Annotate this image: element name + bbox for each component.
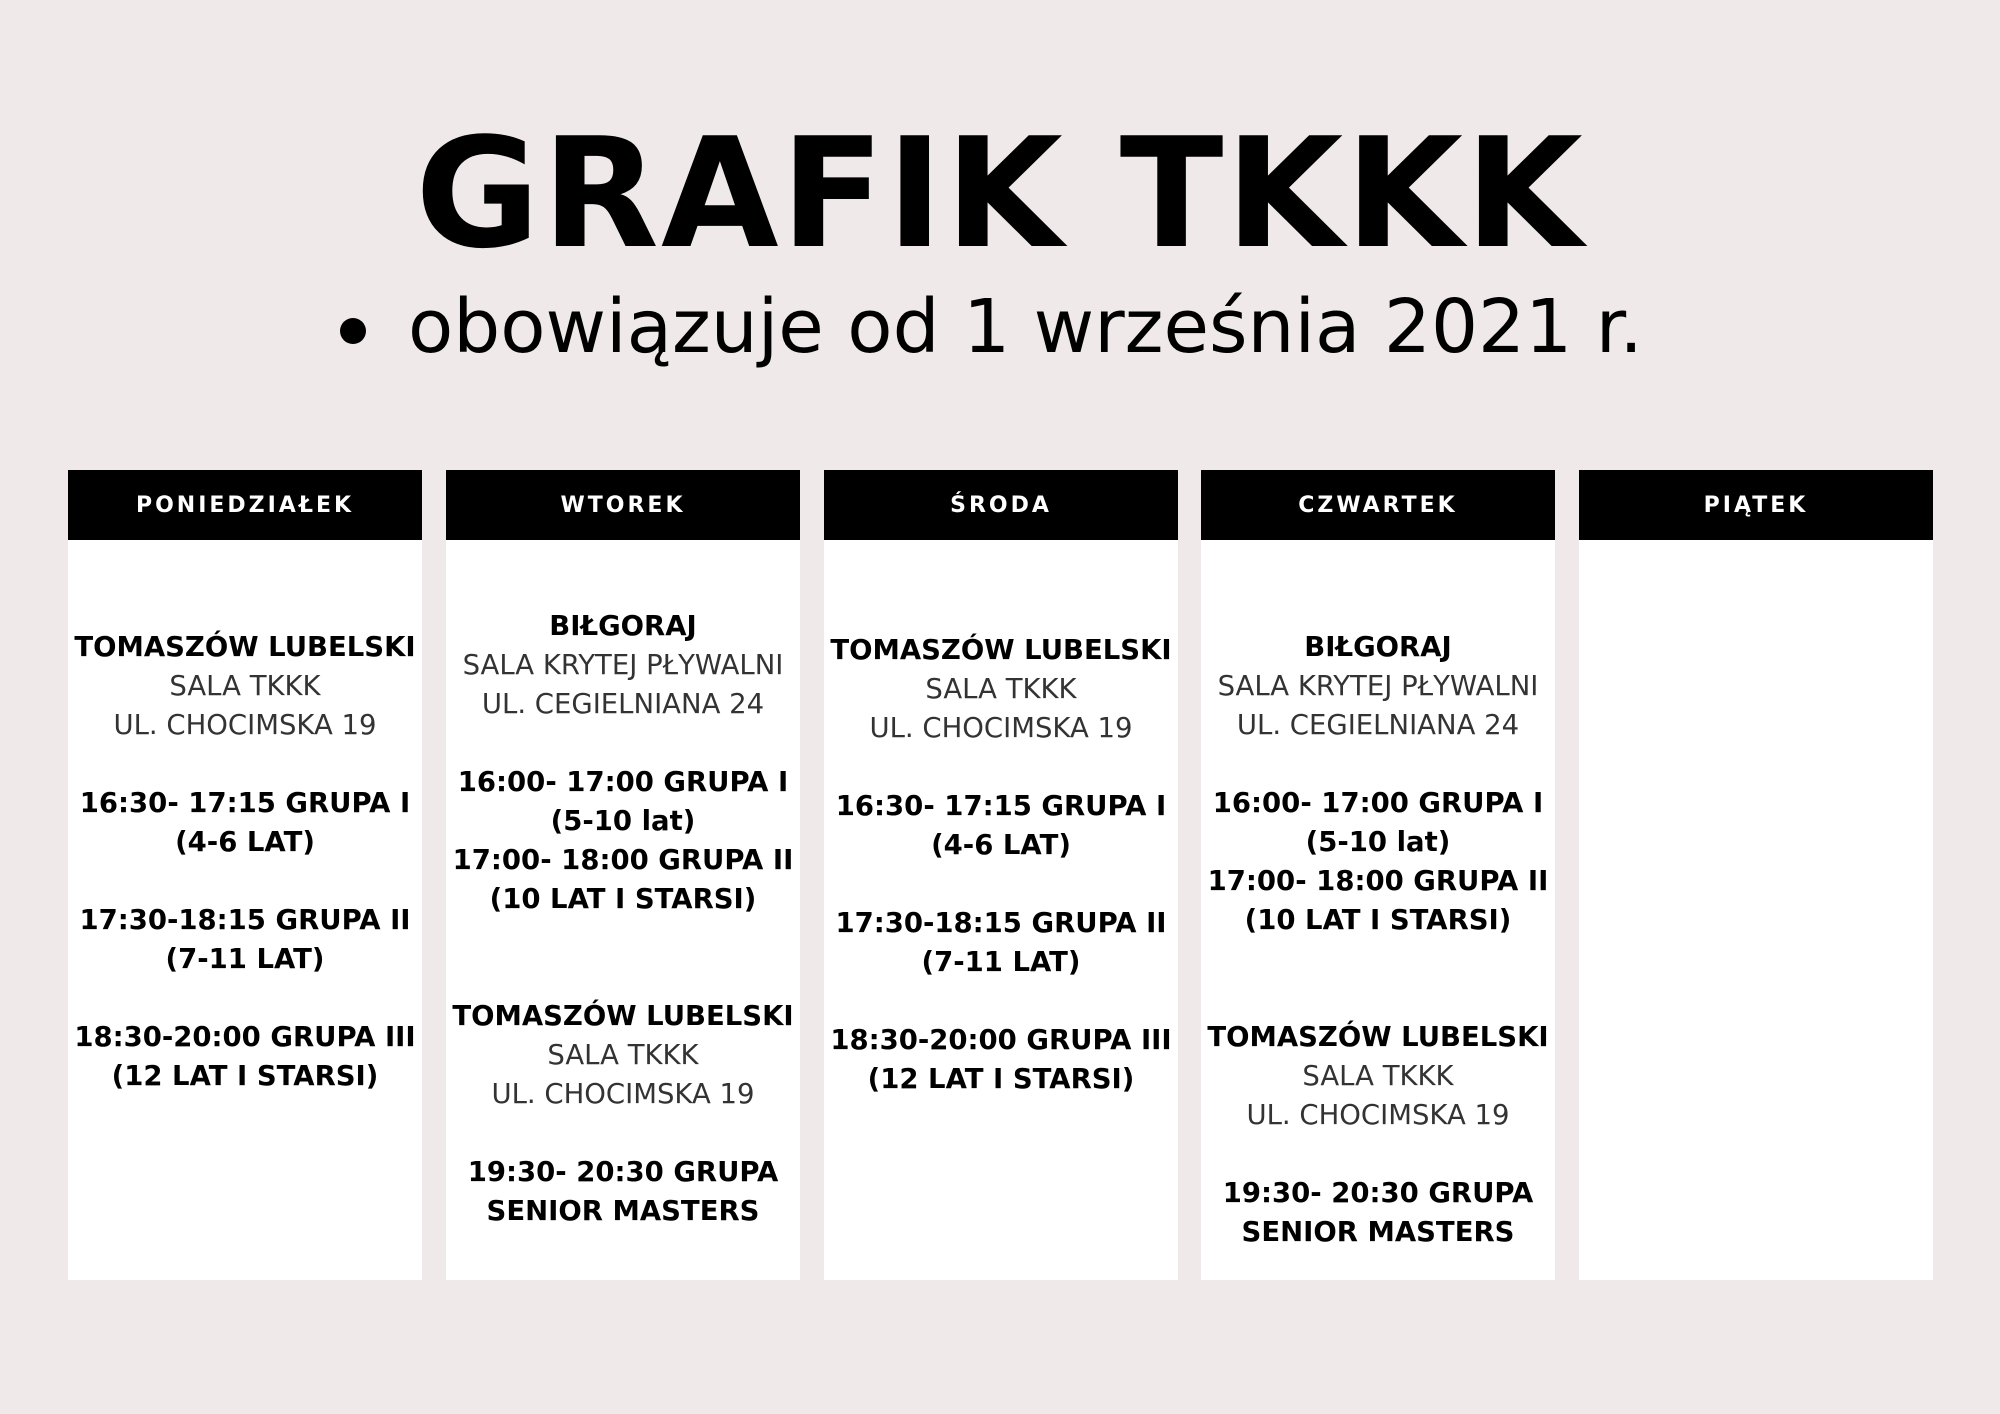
location-street: UL. CEGIELNIANA 24: [481, 688, 765, 720]
session-time: 18:30-20:00 GRUPA III: [830, 1024, 1172, 1056]
session-age: (4-6 LAT): [931, 829, 1071, 861]
day-body-wednesday: [824, 631, 1178, 1099]
location-name: TOMASZÓW LUBELSKI: [74, 631, 416, 663]
session-age: (12 LAT I STARSI): [111, 1060, 379, 1092]
session-age: (10 LAT I STARSI): [1244, 904, 1512, 936]
session-time: 16:00- 17:00 GRUPA I: [1212, 787, 1544, 819]
session-age: (4-6 LAT): [175, 826, 315, 858]
day-body-tuesday: [446, 607, 800, 1231]
day-column-thursday: [1201, 470, 1555, 1280]
session-time: 16:00- 17:00 GRUPA I: [457, 766, 789, 798]
session-time: 17:30-18:15 GRUPA II: [835, 907, 1167, 939]
location-street: UL. CHOCIMSKA 19: [1246, 1099, 1510, 1131]
session-time: 16:30- 17:15 GRUPA I: [835, 790, 1167, 822]
session-time: 16:30- 17:15 GRUPA I: [79, 787, 411, 819]
day-column-tuesday: [446, 470, 800, 1280]
day-header-monday: PONIEDZIAŁEK: [68, 470, 422, 540]
location-hall: SALA TKKK: [925, 673, 1077, 705]
location-name: BIŁGORAJ: [549, 610, 697, 642]
day-header-friday: PIĄTEK: [1579, 470, 1933, 540]
bullet-icon: [340, 318, 366, 344]
location-hall: SALA TKKK: [1302, 1060, 1454, 1092]
session-age: (10 LAT I STARSI): [489, 883, 757, 915]
session-age: (12 LAT I STARSI): [867, 1063, 1135, 1095]
location-hall: SALA TKKK: [547, 1039, 699, 1071]
location-hall: SALA TKKK: [169, 670, 321, 702]
day-column-friday: [1579, 470, 1933, 1280]
validity-note: [340, 284, 1643, 370]
day-header-tuesday: WTOREK: [446, 470, 800, 540]
location-hall: SALA KRYTEJ PŁYWALNI: [1217, 670, 1539, 702]
session-time: 18:30-20:00 GRUPA III: [74, 1021, 416, 1053]
page-title: GRAFIK TKKK: [415, 105, 1585, 282]
day-header-thursday: CZWARTEK: [1201, 470, 1555, 540]
session-age: (5-10 lat): [550, 805, 696, 837]
day-column-monday: [68, 470, 422, 1280]
location-name: TOMASZÓW LUBELSKI: [452, 1000, 794, 1032]
session-age: (7-11 LAT): [921, 946, 1081, 978]
session-group: SENIOR MASTERS: [1241, 1216, 1515, 1248]
day-column-wednesday: [824, 470, 1178, 1280]
location-name: BIŁGORAJ: [1304, 631, 1452, 663]
day-body-thursday: [1201, 628, 1555, 1252]
session-time: 17:00- 18:00 GRUPA II: [1207, 865, 1549, 897]
validity-text: obowiązuje od 1 września 2021 r.: [408, 284, 1643, 370]
location-street: UL. CEGIELNIANA 24: [1236, 709, 1520, 741]
location-name: TOMASZÓW LUBELSKI: [1207, 1021, 1549, 1053]
session-age: (5-10 lat): [1305, 826, 1451, 858]
day-body-monday: [68, 628, 422, 1096]
session-time: 19:30- 20:30 GRUPA: [467, 1156, 779, 1188]
location-street: UL. CHOCIMSKA 19: [869, 712, 1133, 744]
session-time: 17:30-18:15 GRUPA II: [79, 904, 411, 936]
session-group: SENIOR MASTERS: [486, 1195, 760, 1227]
session-age: (7-11 LAT): [165, 943, 325, 975]
day-header-wednesday: ŚRODA: [824, 470, 1178, 540]
location-name: TOMASZÓW LUBELSKI: [830, 634, 1172, 666]
session-time: 17:00- 18:00 GRUPA II: [452, 844, 794, 876]
location-street: UL. CHOCIMSKA 19: [491, 1078, 755, 1110]
location-hall: SALA KRYTEJ PŁYWALNI: [462, 649, 784, 681]
session-time: 19:30- 20:30 GRUPA: [1222, 1177, 1534, 1209]
location-street: UL. CHOCIMSKA 19: [113, 709, 377, 741]
